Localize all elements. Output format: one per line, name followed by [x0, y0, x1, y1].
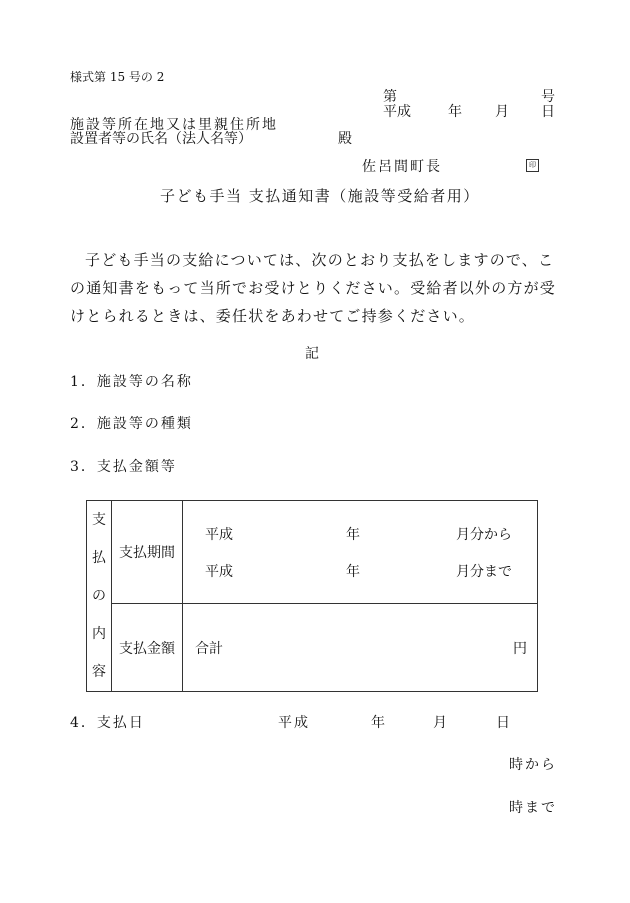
vertical-char: 支 [92, 512, 106, 528]
period-label-cell [112, 501, 183, 604]
seal-mark: 印 [526, 159, 539, 172]
item-facility-name: 1．施設等の名称 [70, 374, 193, 390]
amount-currency: 円 [513, 641, 527, 658]
period-value-cell [183, 501, 538, 604]
amount-value-cell [183, 604, 538, 692]
period-to-year: 年 [346, 564, 360, 581]
amount-label-cell [112, 604, 183, 692]
vertical-label [87, 501, 112, 692]
period-to-era: 平成 [205, 564, 233, 581]
date-era: 平成 [383, 104, 411, 120]
period-from-month: 月分から [456, 527, 512, 544]
vertical-char: 払 [92, 550, 106, 566]
form-number: 様式第 15 号の 2 [70, 70, 165, 84]
date-day-label: 日 [541, 104, 555, 120]
period-from-year: 年 [346, 527, 360, 544]
item-facility-type: 2．施設等の種類 [70, 416, 193, 432]
payment-date-era: 平成 [278, 715, 310, 731]
recipient-address-label: 施設等所在地又は里親住所地 [70, 117, 278, 133]
item-payment-amounts: 3．支払金額等 [70, 459, 177, 475]
payment-date-month: 月 [433, 715, 447, 731]
ki-label: 記 [305, 346, 319, 362]
doc-number-prefix: 第 [383, 89, 397, 105]
doc-number-suffix: 号 [541, 89, 555, 105]
period-label: 支払期間 [119, 545, 175, 562]
payment-time-to: 時まで [509, 800, 557, 816]
vertical-char: 容 [92, 664, 106, 680]
item-payment-date: 4．支払日 [70, 715, 145, 731]
issuer-title: 佐呂間町長 [362, 159, 442, 175]
payment-details-table [86, 500, 538, 692]
payment-date-year: 年 [371, 715, 385, 731]
honorific: 殿 [338, 131, 352, 147]
date-month-label: 月 [495, 104, 509, 120]
vertical-char: 内 [92, 626, 106, 642]
amount-label: 支払金額 [119, 640, 175, 657]
body-paragraph: 子ども手当の支給については、次のとおり支払をしますので、この通知書をもって当所でお受けとりください。受給者以外の方が受けとられるときは、委任状をあわせてご持参ください。 [70, 251, 557, 325]
date-year-label: 年 [448, 104, 462, 120]
vertical-char: の [92, 588, 106, 604]
payment-date-day: 日 [496, 715, 510, 731]
payment-time-from: 時から [509, 757, 557, 773]
document-title: 子ども手当 支払通知書（施設等受給者用） [160, 187, 480, 205]
amount-total-label: 合計 [195, 641, 223, 658]
period-from-era: 平成 [205, 527, 233, 544]
period-to-month: 月分まで [456, 564, 512, 581]
recipient-name-label: 設置者等の氏名（法人名等） [70, 131, 252, 147]
